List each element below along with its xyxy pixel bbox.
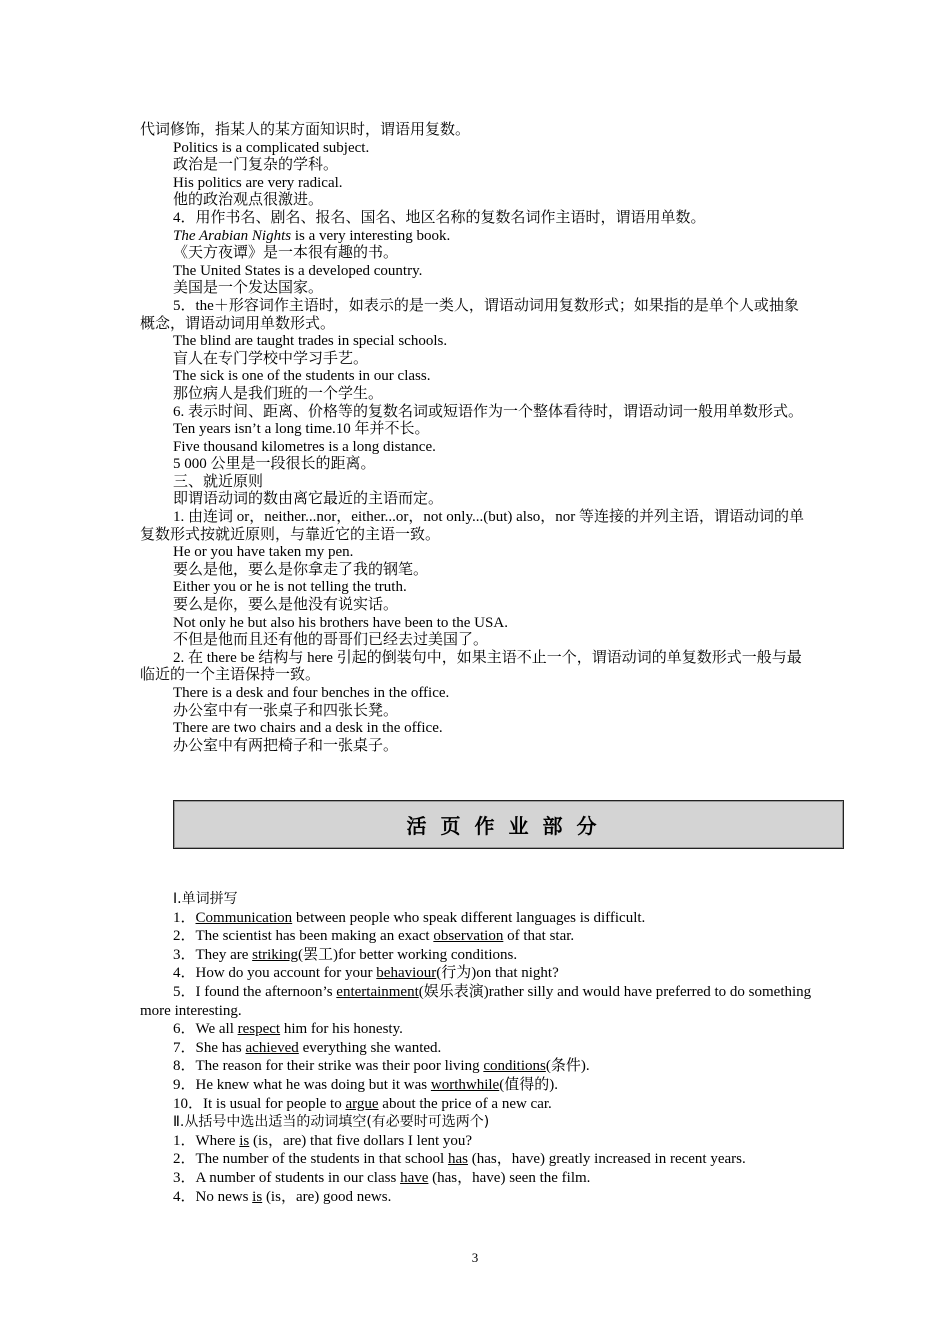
text-run: 盲人在专门学校中学习手艺。 [173,350,369,367]
paragraph [140,509,812,544]
text-run: 3．They are [173,946,253,963]
text-run: is a very interesting book. [291,227,451,244]
italic-title: The Arabian Nights [173,227,292,244]
exercise-line [140,1039,812,1058]
text-run: Politics is a complicated subject. [173,139,370,156]
answer-blank: have [400,1169,429,1186]
text-run: 办公室中有一张桌子和四张长凳。 [173,702,399,719]
text-run: 要么是他，要么是你拿走了我的钢笔。 [173,561,429,578]
paragraph [140,245,812,263]
text-run: 2．The number of the students in that school [173,1151,448,1168]
text-run: The United States is a developed country. [173,262,423,279]
text-run: (is，are) good news. [262,1188,392,1205]
text-run: 不但是他而且还有他的哥哥们已经去过美国了。 [173,632,489,649]
text-run: everything she wanted. [298,1039,442,1056]
text-run: 5 000 公里是一段很长的距离。 [173,456,376,473]
text-run: His politics are very radical. [173,174,343,191]
text-run: 6．We all [173,1021,238,1038]
text-run: 办公室中有两把椅子和一张桌子。 [173,737,399,754]
answer-blank: behaviour [376,965,437,982]
exercise-line [140,1132,812,1151]
text-run: (值得的). [499,1076,558,1093]
answer-blank: achieved [245,1039,299,1056]
text-run: 要么是你，要么是他没有说实话。 [173,597,399,614]
text-run: 5．I found the afternoon’s [173,983,337,1000]
paragraph [140,456,812,474]
text-run: 即谓语动词的数由离它最近的主语而定。 [173,491,444,508]
paragraph [140,474,812,492]
paragraph [140,562,812,580]
text-run: 1． [173,909,196,926]
exercise-line [140,1095,812,1114]
exercise-section [140,890,812,1206]
exercise-line [140,1169,812,1188]
exercise-line [140,1150,812,1169]
paragraph [140,685,812,703]
text-run: 4．How do you account for your [173,965,377,982]
text-run: Ⅱ.从括号中选出适当的动词填空(有必要时可选两个) [173,1114,490,1131]
answer-blank: is [252,1188,263,1205]
text-run: The sick is one of the students in our class. [173,368,431,385]
paragraph [140,175,812,193]
text-run: 那位病人是我们班的一个学生。 [173,385,384,402]
text-run: He or you have taken my pen. [173,544,354,561]
paragraph [140,421,812,439]
paragraph [140,298,812,333]
banner-title: 活页作业部分 [406,814,611,838]
text-run: (has，have) greatly increased in recent years. [467,1151,746,1168]
answer-blank: worthwhile [430,1076,500,1093]
paragraph [140,368,812,386]
text-run: 2．The scientist has been making an exact [173,928,434,945]
exercise-line [140,1076,812,1095]
exercise-line [140,909,812,928]
text-run: 3．A number of students in our class [173,1169,401,1186]
exercise-line [140,964,812,983]
text-run: 6. 表示时间、距离、价格等的复数名词或短语作为一个整体看待时，谓语动词一般用单数形式。 [173,403,804,420]
exercise-line [140,1113,812,1132]
text-run: There are two chairs and a desk in the office. [173,720,443,737]
paragraph [140,404,812,422]
text-run: about the price of a new car. [378,1095,552,1112]
paragraph [140,491,812,509]
text-run: 2. 在 there be 结构与 here 引起的倒装句中，如果主语不止一个，谓语动词的单复数形式一般与最临近的一个主语保持一致。 [140,649,802,684]
paragraph [140,192,812,210]
text-run: 1. 由连词 or，neither...nor，either...or，not only...(but) also，nor 等连接的并列主语，谓语动词的单复数形式按就近原则，与靠近它的主语一致。 [140,509,805,543]
text-run: Not only he but also his brothers have been to the USA. [173,614,508,631]
answer-blank: argue [345,1095,379,1112]
page-number: 3 [471,1250,479,1265]
answer-blank: Communication [195,909,293,926]
answer-blank: is [239,1132,250,1149]
text-run: 10．It is usual for people to [173,1095,346,1112]
text-run: 美国是一个发达国家。 [173,280,324,297]
text-run: him for his honesty. [280,1021,403,1038]
text-run: (条件). [545,1058,590,1075]
paragraph [140,333,812,351]
answer-blank: striking [252,946,298,963]
exercise-line [140,927,812,946]
paragraph [140,122,812,140]
paragraph [140,386,812,404]
paragraph [140,632,812,650]
text-run: (has，have) seen the film. [428,1169,591,1186]
text-run: 1．Where [173,1132,240,1149]
text-run: 4．No news [173,1188,253,1205]
answer-blank: respect [237,1021,281,1038]
text-run: Ten years isn’t a long time.10 年并不长。 [173,421,430,438]
text-run: between people who speak different languages is difficult. [292,909,646,926]
text-run: Either you or he is not telling the truth. [173,579,407,596]
text-run: 代词修饰，指某人的某方面知识时，谓语用复数。 [140,122,471,138]
text-run: 7．She has [173,1039,246,1056]
paragraph [140,615,812,633]
section-banner [173,800,844,849]
exercise-line [140,1188,812,1207]
paragraph [140,720,812,738]
text-run: of that star. [503,928,575,945]
exercise-line [140,983,812,1020]
paragraph [140,544,812,562]
exercise-line [140,946,812,965]
text-run: 他的政治观点很激进。 [173,192,324,209]
paragraph [140,351,812,369]
answer-blank: entertainment [336,983,419,1000]
answer-blank: observation [433,928,504,945]
paragraph [140,157,812,175]
paragraph [140,263,812,281]
paragraph [140,228,812,246]
text-run: 政治是一门复杂的学科。 [173,157,339,174]
paragraph [140,703,812,721]
paragraph [140,579,812,597]
text-run: There is a desk and four benches in the office. [173,685,450,701]
paragraph [140,280,812,298]
text-run: Five thousand kilometres is a long distance. [173,438,436,455]
exercise-line [140,1057,812,1076]
exercise-line [140,890,812,909]
text-run: (is，are) that five dollars I lent you? [249,1132,473,1149]
text-run: (娱乐表演)rather silly and would have preferred to do something more interesting. [140,983,812,1019]
text-run: 三、就近原则 [173,473,264,490]
paragraph [140,210,812,228]
grammar-notes-section [140,122,812,755]
text-run: 《天方夜谭》是一本很有趣的书。 [173,245,399,262]
text-run: 5．the＋形容词作主语时，如表示的是一类人，谓语动词用复数形式；如果指的是单个人或抽象概念，谓语动词用单数形式。 [140,297,799,332]
text-run: (行为)on that night? [436,965,559,982]
paragraph [140,597,812,615]
text-run: 4．用作书名、剧名、报名、国名、地区名称的复数名词作主语时，谓语用单数。 [173,209,706,226]
text-run: The blind are taught trades in special schools. [173,333,448,350]
text-run: 9．He knew what he was doing but it was [173,1076,431,1093]
text-run: (罢工)for better working conditions. [297,946,518,963]
exercise-line [140,1020,812,1039]
answer-blank: has [447,1151,468,1168]
text-run: 8．The reason for their strike was their poor living [173,1058,484,1075]
text-run: Ⅰ.单词拼写 [173,891,238,907]
paragraph [140,650,812,685]
answer-blank: conditions [483,1058,546,1075]
paragraph [140,439,812,457]
paragraph [140,140,812,158]
paragraph [140,738,812,756]
